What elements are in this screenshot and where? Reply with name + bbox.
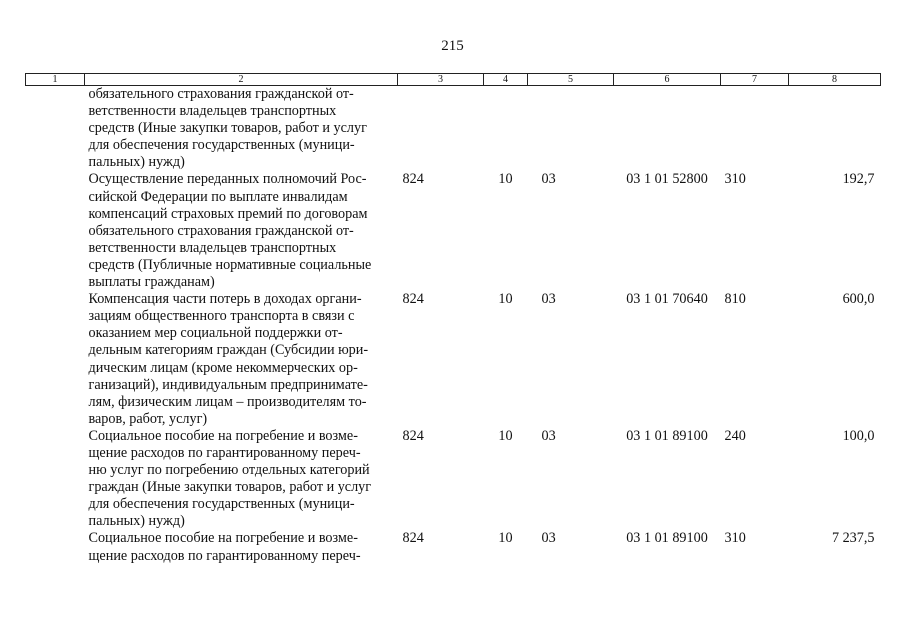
description-line: сийской Федерации по выплате инвалидам <box>88 188 348 205</box>
page-number: 215 <box>441 38 464 54</box>
description-line: зациям общественного транспорта в связи с <box>88 308 355 325</box>
column-number-8: 8 <box>789 74 881 86</box>
description-line: пальных) нужд) <box>88 513 185 530</box>
amount: 100,0 <box>842 427 875 444</box>
description-line: компенсаций страховых премий по договорам <box>88 205 368 222</box>
ministry-code: 824 <box>402 171 424 188</box>
description-line: пальных) нужд) <box>88 154 185 171</box>
amount: 7 237,5 <box>831 530 875 547</box>
table-row <box>26 530 881 564</box>
description-line: Компенсация части потерь в доходах органи- <box>88 291 362 308</box>
ministry-code: 824 <box>402 427 424 444</box>
expense-type-code <box>721 86 789 172</box>
description-line: Осуществление переданных полномочий Рос- <box>88 171 367 188</box>
description-line: средств (Иные закупки товаров, работ и услуг <box>88 120 367 137</box>
column-number-2: 2 <box>85 74 398 86</box>
description-line: Социальное пособие на погребение и возме- <box>88 427 358 444</box>
target-article-code: 03 1 01 89100 <box>626 427 708 444</box>
amount: 192,7 <box>842 171 875 188</box>
description-line: граждан (Иные закупки товаров, работ и услуг <box>88 479 372 496</box>
description-line: Социальное пособие на погребение и возме- <box>88 530 358 547</box>
expense-type-code: 240 <box>724 427 746 444</box>
row-number-cell <box>26 530 85 564</box>
target-article-code: 03 1 01 89100 <box>626 530 708 547</box>
description-line: ню услуг по погребению отдельных категорий <box>88 462 370 479</box>
description-line: средств (Публичные нормативные социальные <box>88 256 372 273</box>
ministry-code <box>398 86 484 172</box>
description-line: ганизаций), индивидуальным предпринимате- <box>88 376 368 393</box>
row-number-cell <box>26 428 85 531</box>
expense-type-code: 310 <box>724 171 746 188</box>
subsection-code: 03 <box>541 291 556 308</box>
description-line: для обеспечения государственных (муници- <box>88 496 355 513</box>
expense-type-code: 810 <box>724 291 746 308</box>
description-line: оказанием мер социальной поддержки от- <box>88 325 343 342</box>
section-code: 10 <box>498 530 513 547</box>
section-code: 10 <box>498 291 513 308</box>
target-article-code: 03 1 01 52800 <box>626 171 708 188</box>
description-line: ветственности владельцев транспортных <box>88 103 337 120</box>
subsection-code: 03 <box>541 530 556 547</box>
section-code <box>484 86 528 172</box>
ministry-code: 824 <box>402 530 424 547</box>
expense-type-code: 310 <box>724 530 746 547</box>
expense-description <box>85 171 398 291</box>
expense-description <box>85 86 398 172</box>
description-line: ветственности владельцев транспортных <box>88 239 337 256</box>
column-number-5: 5 <box>528 74 614 86</box>
column-number-3: 3 <box>398 74 484 86</box>
ministry-code: 824 <box>402 291 424 308</box>
table-row <box>26 428 881 531</box>
amount <box>789 86 881 172</box>
subsection-code: 03 <box>541 427 556 444</box>
expense-description <box>85 428 398 531</box>
description-line: лям, физическим лицам – производителям то- <box>88 393 367 410</box>
description-line: для обеспечения государственных (муници- <box>88 137 355 154</box>
table-row <box>26 86 881 172</box>
description-line: щение расходов по гарантированному переч- <box>88 444 361 461</box>
subsection-code <box>528 86 614 172</box>
table-row <box>26 291 881 428</box>
row-number-cell <box>26 291 85 428</box>
row-number-cell <box>26 171 85 291</box>
column-number-1: 1 <box>26 74 85 86</box>
budget-table <box>25 73 881 565</box>
column-number-4: 4 <box>484 74 528 86</box>
table-row <box>26 171 881 291</box>
subsection-code: 03 <box>541 171 556 188</box>
description-line: варов, работ, услуг) <box>88 410 208 427</box>
description-line: дическим лицам (кроме некоммерческих ор- <box>88 359 358 376</box>
column-number-6: 6 <box>614 74 721 86</box>
expense-description <box>85 291 398 428</box>
description-line: щение расходов по гарантированному переч- <box>88 547 361 564</box>
section-code: 10 <box>498 427 513 444</box>
expense-description <box>85 530 398 564</box>
target-article-code: 03 1 01 70640 <box>626 291 708 308</box>
column-number-7: 7 <box>721 74 789 86</box>
target-article-code <box>614 86 721 172</box>
column-number-header-row <box>26 74 881 86</box>
amount: 600,0 <box>842 291 875 308</box>
description-line: обязательного страхования гражданской от- <box>88 86 354 102</box>
section-code: 10 <box>498 171 513 188</box>
description-line: выплаты гражданам) <box>88 274 215 291</box>
description-line: дельным категориям граждан (Субсидии юри- <box>88 342 369 359</box>
row-number-cell <box>26 86 85 172</box>
description-line: обязательного страхования гражданской от- <box>88 222 354 239</box>
